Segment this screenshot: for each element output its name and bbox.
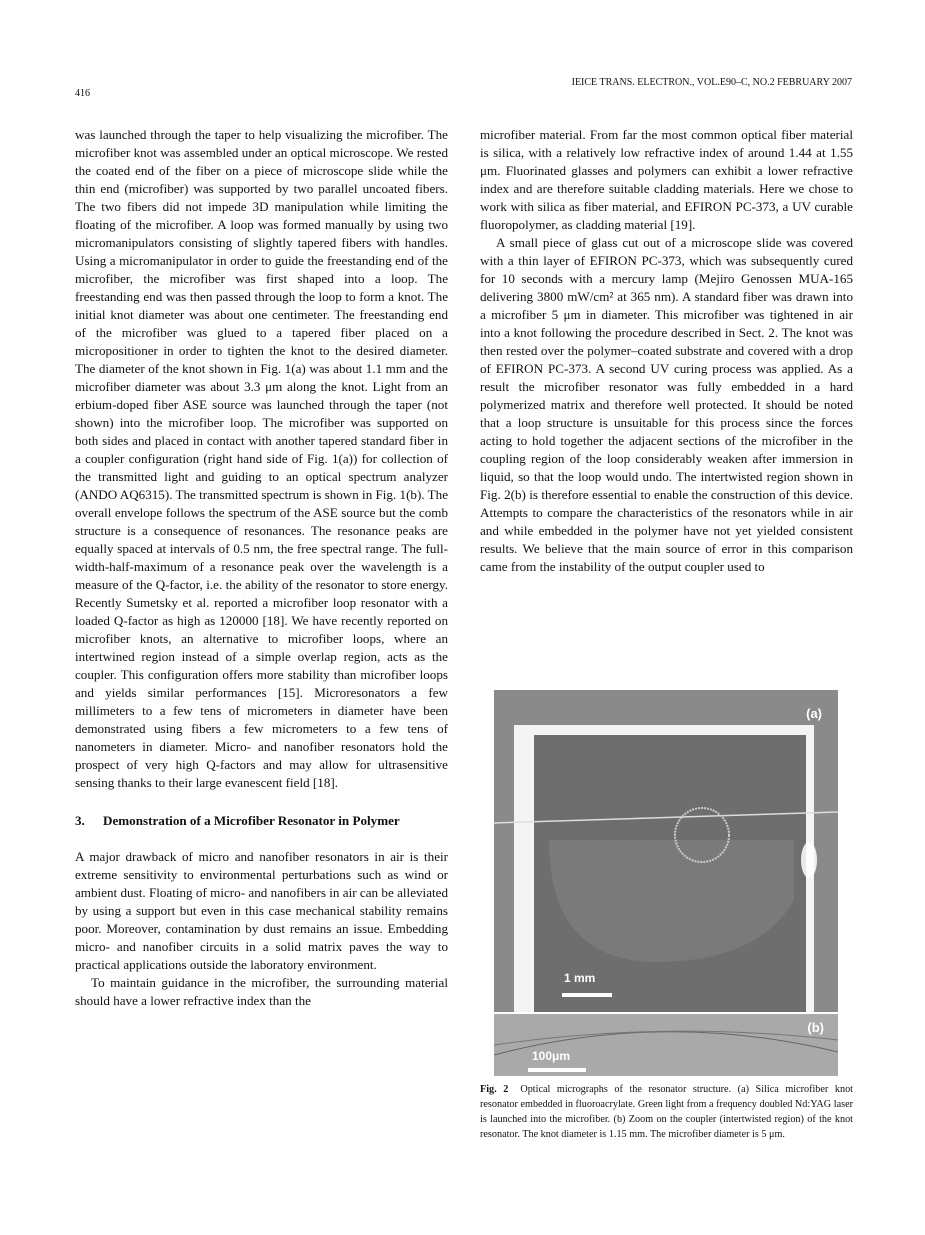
paragraph: A small piece of glass cut out of a microscope slide was covered with a thin layer of EFIRON PC-373, which was subsequently cured for 10 seconds with a mercury lamp (Mejiro Genossen MUA-165 delivering 3800 mW/cm² at 365 nm). A standard fiber was drawn into a microfiber 5 μm in diameter. This microfiber was tightened in air into a knot following the procedure described in Sect. 2. The knot was then rested over the polymer–coated substrate and covered with a drop of EFIRON PC-373. A second UV curing process was applied. As a result the microfiber resonator was fully embedded in a hard polymerized matrix and therefore well protected. It should be noted that a loop structure is unsuitable for this process since the forces acting to hold together the adjacent sections of the microfiber in the coupling region of the loop considerably weaken after immersion in liquid, so that the loop would undo. The intertwisted region shown in Fig. 2(b) is therefore essential to enable the construction of this device. Attempts to compare the characteristics of the resonators while in air and while embedded in the polymer have not yet yielded consistent results. We believe that the main source of error in this comparison came from the instability of the output coupler used to (480, 235, 853, 574)
running-header: IEICE TRANS. ELECTRON., VOL.E90–C, NO.2 FEBRUARY 2007 (571, 77, 852, 88)
paragraph: A major drawback of micro and nanofiber resonators in air is their extreme sensitivity to environmental perturbations such as wind or ambient dust. Floating of micro- and nanofibers in air can be alleviated by using a support but even in this case mechanical stability remains poor. Moreover, contamination by dust remains an issue. Embedding micro- and nanofiber circuits in a solid matrix paves the way to practical applications outside the laboratory environment. (75, 849, 448, 972)
right-column (480, 126, 853, 576)
figure-caption (480, 1082, 853, 1142)
paragraph: was launched through the taper to help visualizing the microfiber. The microfiber knot was assembled under an optical microscope. We rested the coated end of the fiber on a piece of microscope slide while the thin end (microfiber) was supported by two parallel uncoated fibers. The two fibers did not impede 3D manipulation while limiting the floating of the microfiber. A loop was formed manually by using two micromanipulators consisting of slightly tapered fibers with handles. Using a micromanipulator in order to guide the freestanding end of the microfiber, the microfiber was first shaped into a loop. The freestanding end was then passed through the loop to form a knot. The initial knot diameter was about one centimeter. The freestanding end of the microfiber was glued to a tapered fiber placed on a micropositioner in order to tighten the knot to the desired diameter. The diameter of the knot shown in Fig. 1(a) was about 1.1 mm and the microfiber diameter was about 3.3 μm along the knot. Light from an erbium-doped fiber ASE source was launched through the taper (not shown) into the microfiber loop. The microfiber was supported on both sides and placed in contact with another tapered standard fiber in a coupler configuration (right hand side of Fig. 1(a)) for collection of the transmitted light and guiding to an optical spectrum analyzer (ANDO AQ6315). The transmitted spectrum is shown in Fig. 1(b). The overall envelope follows the spectrum of the ASE source but the comb structure is a consequence of resonances. The resonance peaks are equally spaced at intervals of 0.5 nm, the free spectral range. The full-width-half-maximum of a resonance peak over the wavelength is a measure of the Q-factor, i.e. the ability of the resonator to store energy. Recently Sumetsky et al. reported a microfiber loop resonator with a loaded Q-factor as high as 120000 [18]. We have recently reported on microfiber knots, an alternative to microfiber loops, where an intertwined region instead of a simple overlap region, acts as the coupler. This configuration offers more stability than microfiber loops and yields similar performances [15]. Microresonators a few millimeters to a few tens of micrometers in diameter have been demonstrated using fibers a few micrometers to a few tens of nanometers in diameter. Micro- and nanofiber resonators hold the prospect of very high Q-factors and may allow for ultrasensitive sensing thanks to their large evanescent field [18]. (75, 127, 449, 790)
section-number: 3. (75, 813, 85, 828)
caption-label: Fig. 2 (480, 1084, 509, 1095)
section-title: Demonstration of a Microfiber Resonator in Polymer (103, 813, 400, 828)
panel-b-label: (b) (807, 1020, 824, 1035)
left-column (75, 126, 448, 1010)
paragraph: To maintain guidance in the microfiber, the surrounding material should have a lower refractive index than the (75, 975, 448, 1008)
panel-a-label: (a) (806, 706, 822, 721)
page-number: 416 (75, 88, 90, 99)
section-heading (75, 812, 448, 830)
micrograph-image (494, 690, 838, 1076)
paragraph: microfiber material. From far the most common optical fiber material is silica, with a relatively low refractive index of around 1.44 at 1.55 μm. Fluorinated glasses and polymers can exhibit a lower refractive index and are therefore suitable cladding materials. Here we chose to work with silica as fiber material, and EFIRON PC-373, a UV curable fluoropolymer, as cladding material [19]. (480, 127, 853, 232)
figure-micrograph (494, 690, 838, 1076)
scale-bar-a-label: 1 mm (564, 971, 596, 985)
caption-text: Optical micrographs of the resonator structure. (a) Silica microfiber knot resonator embedded in fluoroacrylate. Green light from a frequency doubled Nd:YAG laser is launched into the microfiber. (b) Zoom on the coupler (intertwisted region) of the knot resonator. The knot diameter is 1.15 mm. The microfiber diameter is 5 μm. (480, 1084, 853, 1140)
scale-bar-b-label: 100μm (532, 1049, 571, 1063)
